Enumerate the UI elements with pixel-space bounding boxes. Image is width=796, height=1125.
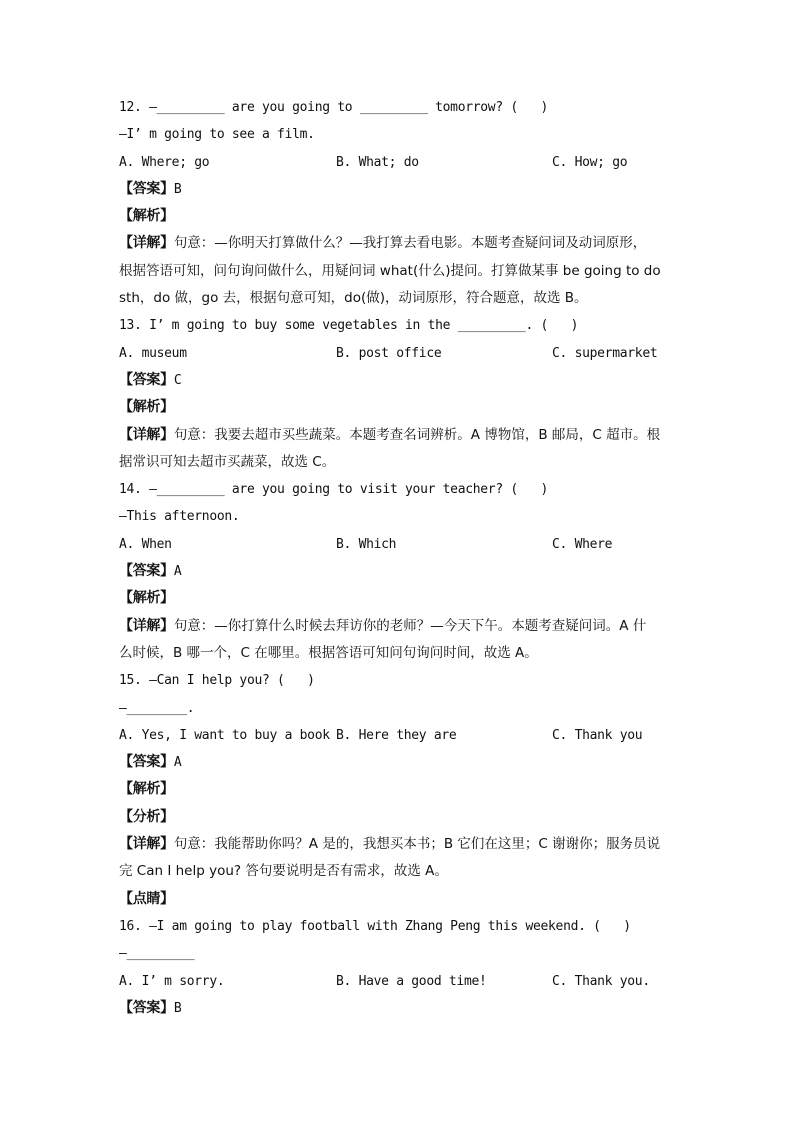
option-a: A. museum (119, 345, 187, 361)
tip-row (119, 886, 679, 913)
detail-row (119, 285, 679, 312)
detail-text: 句意：—你打算什么时候去拜访你的老师？—今天下午。本题考查疑问词。A 什 (173, 617, 647, 634)
answer-value: B (173, 181, 182, 197)
detail-row (119, 422, 679, 449)
option-b: B. What; do (336, 154, 419, 170)
detail-row (119, 640, 679, 667)
question-16-reply: —_________ (119, 946, 195, 962)
analysis-row (119, 585, 679, 612)
option-c: C. How; go (552, 154, 628, 170)
detail-row (119, 258, 679, 285)
analysis-row (119, 776, 679, 803)
tip-label: 【点睛】 (119, 890, 174, 907)
detail-text: sth，do 做，go 去，根据句意可知，do(做)，动词原形，符合题意，故选 B。 (119, 290, 588, 307)
analysis-label: 【解析】 (119, 399, 174, 416)
analysis-label: 【解析】 (119, 590, 174, 607)
detail-label: 【详解】 (119, 426, 174, 443)
question-15-options (119, 722, 679, 749)
analysis-row (119, 394, 679, 421)
option-a: A. When (119, 536, 172, 552)
detail-text: 句意：我要去超市买些蔬菜。本题考查名词辨析。A 博物馆，B 邮局，C 超市。根 (173, 426, 661, 443)
option-c: C. Where (552, 536, 613, 552)
detail-label: 【详解】 (119, 836, 174, 853)
answer-label: 【答案】 (119, 999, 174, 1016)
answer-row (119, 176, 679, 203)
option-a: A. Yes, I want to buy a book (119, 727, 330, 743)
question-13-options (119, 340, 679, 367)
analysis-label: 【解析】 (119, 208, 174, 225)
detail-row (119, 230, 679, 257)
detail-row (119, 613, 679, 640)
option-a: A. I’ m sorry. (119, 973, 225, 989)
question-12-options (119, 149, 679, 176)
document-page (119, 94, 679, 1022)
answer-value: A (173, 755, 182, 771)
answer-row (119, 367, 679, 394)
option-b: B. Have a good time! (336, 973, 487, 989)
question-14-options (119, 531, 679, 558)
answer-label: 【答案】 (119, 754, 174, 771)
option-b: B. Which (336, 536, 397, 552)
detail-row (119, 449, 679, 476)
detail-text: 完 Can I help you? 答句要说明是否有需求，故选 A。 (119, 863, 448, 880)
detail-text: 句意：我能帮助你吗？A 是的，我想买本书；B 它们在这里；C 谢谢你；服务员说 (173, 836, 661, 853)
answer-value: B (173, 1000, 182, 1016)
detail-text: 据常识可知去超市买蔬菜，故选 C。 (119, 453, 336, 470)
analysis2-label: 【分析】 (119, 808, 174, 825)
analysis-label: 【解析】 (119, 781, 174, 798)
detail-label: 【详解】 (119, 235, 174, 252)
question-16-options (119, 968, 679, 995)
question-13-stem: 13. I’ m going to buy some vegetables in the _________. ( ) (119, 318, 579, 334)
question-15-reply: —________. (119, 700, 195, 716)
question-14-stem: 14. —_________ are you going to visit your teacher? ( ) (119, 482, 549, 498)
answer-row (119, 749, 679, 776)
answer-row (119, 558, 679, 585)
question-15-stem: 15. —Can I help you? ( ) (119, 673, 315, 689)
analysis2-row (119, 804, 679, 831)
option-c: C. supermarket (552, 345, 658, 361)
option-b: B. Here they are (336, 727, 457, 743)
option-a: A. Where; go (119, 154, 210, 170)
detail-text: 根据答语可知，问句询问做什么，用疑问词 what(什么)提问。打算做某事 be going to do (119, 262, 661, 279)
option-b: B. post office (336, 345, 442, 361)
option-c: C. Thank you. (552, 973, 650, 989)
detail-text: 句意：—你明天打算做什么？—我打算去看电影。本题考查疑问词及动词原形， (173, 235, 647, 252)
answer-label: 【答案】 (119, 180, 174, 197)
answer-label: 【答案】 (119, 563, 174, 580)
question-12-reply: —I’ m going to see a film. (119, 127, 315, 143)
answer-row (119, 995, 679, 1022)
detail-label: 【详解】 (119, 617, 174, 634)
question-14-reply: —This afternoon. (119, 509, 240, 525)
option-c: C. Thank you (552, 727, 643, 743)
detail-text: 么时候，B 哪一个，C 在哪里。根据答语可知问句询问时间，故选 A。 (119, 644, 538, 661)
answer-label: 【答案】 (119, 371, 174, 388)
answer-value: A (173, 564, 182, 580)
question-12-stem: 12. —_________ are you going to _________ tomorrow? ( ) (119, 100, 549, 115)
answer-value: C (173, 372, 182, 388)
detail-row (119, 858, 679, 885)
analysis-row (119, 203, 679, 230)
question-16-stem: 16. —I am going to play football with Zhang Peng this weekend. ( ) (119, 918, 631, 934)
detail-row (119, 831, 679, 858)
